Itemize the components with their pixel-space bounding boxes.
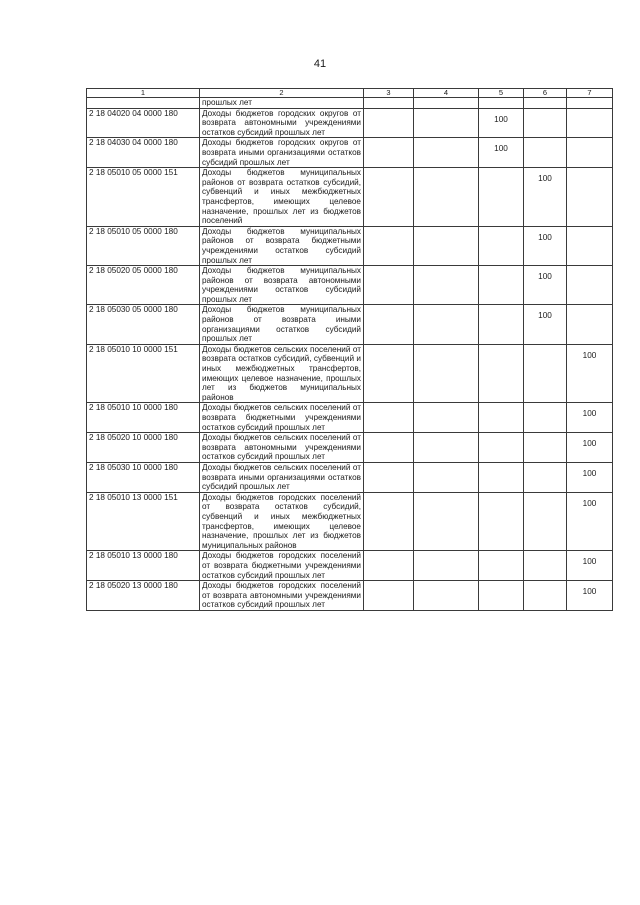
- rate-cell-v6: [524, 403, 567, 433]
- table-row: [87, 98, 613, 109]
- rate-cell-v5: [479, 551, 524, 581]
- income-code-cell: 2 18 05010 13 0000 180: [87, 551, 200, 581]
- table-body: [87, 89, 613, 611]
- income-description-cell: Доходы бюджетов муниципальных районов от возврата автономными учреждениями остатков субсидий прошлых лет: [200, 266, 364, 305]
- table-row: [87, 168, 613, 227]
- column-header: 6: [524, 89, 567, 98]
- rate-cell-v6: [524, 108, 567, 138]
- income-code-cell: 2 18 05010 05 0000 151: [87, 168, 200, 227]
- rate-value: 100: [582, 468, 597, 478]
- rate-cell-v6: [524, 581, 567, 611]
- income-code-cell: 2 18 04030 04 0000 180: [87, 138, 200, 168]
- column-header: 2: [200, 89, 364, 98]
- rate-cell-v3: [364, 403, 414, 433]
- income-code-cell: 2 18 05020 05 0000 180: [87, 266, 200, 305]
- rate-cell-v7: [567, 344, 613, 403]
- rate-cell-v6: [524, 551, 567, 581]
- column-header: 4: [414, 89, 479, 98]
- rate-cell-v4: [414, 551, 479, 581]
- rate-cell-v6: [524, 168, 567, 227]
- rate-cell-v3: [364, 226, 414, 265]
- rate-cell-v3: [364, 581, 414, 611]
- table-row: [87, 462, 613, 492]
- rate-cell-v5: [479, 98, 524, 109]
- table-row: [87, 108, 613, 138]
- rate-cell-v7: [567, 98, 613, 109]
- rate-cell-v4: [414, 168, 479, 227]
- rate-cell-v4: [414, 462, 479, 492]
- rate-cell-v5: [479, 138, 524, 168]
- rate-cell-v7: [567, 492, 613, 551]
- rate-cell-v3: [364, 551, 414, 581]
- rate-cell-v4: [414, 108, 479, 138]
- rate-cell-v3: [364, 168, 414, 227]
- rate-cell-v5: [479, 266, 524, 305]
- rate-cell-v6: [524, 226, 567, 265]
- rate-cell-v3: [364, 462, 414, 492]
- rate-value: 100: [582, 439, 597, 449]
- rate-cell-v7: [567, 551, 613, 581]
- rate-cell-v3: [364, 305, 414, 344]
- table-row: [87, 344, 613, 403]
- income-code-cell: 2 18 04020 04 0000 180: [87, 108, 200, 138]
- table-row: [87, 581, 613, 611]
- income-description-cell: Доходы бюджетов городских округов от возврата иными организациями остатков субсидий прошлых лет: [200, 138, 364, 168]
- rate-cell-v3: [364, 108, 414, 138]
- rate-cell-v5: [479, 433, 524, 463]
- column-header-row: [87, 89, 613, 98]
- rate-cell-v7: [567, 108, 613, 138]
- rate-cell-v6: [524, 138, 567, 168]
- income-description-cell: Доходы бюджетов сельских поселений от возврата иными организациями остатков субсидий прошлых лет: [200, 462, 364, 492]
- column-header: 5: [479, 89, 524, 98]
- rate-cell-v7: [567, 266, 613, 305]
- income-code-cell: 2 18 05010 10 0000 151: [87, 344, 200, 403]
- table-row: [87, 305, 613, 344]
- rate-cell-v7: [567, 226, 613, 265]
- rate-value: 100: [494, 144, 508, 154]
- rate-cell-v7: [567, 168, 613, 227]
- rate-cell-v3: [364, 344, 414, 403]
- table-row: [87, 226, 613, 265]
- rate-value: 100: [582, 498, 597, 508]
- column-header: 7: [567, 89, 613, 98]
- income-description-cell: Доходы бюджетов сельских поселений от возврата бюджетными учреждениями остатков субсидий прошлых лет: [200, 403, 364, 433]
- rate-cell-v6: [524, 305, 567, 344]
- rate-cell-v7: [567, 403, 613, 433]
- income-description-cell: Доходы бюджетов сельских поселений от возврата автономными учреждениями остатков субсидий прошлых лет: [200, 433, 364, 463]
- rate-cell-v5: [479, 492, 524, 551]
- rate-cell-v5: [479, 108, 524, 138]
- rate-cell-v7: [567, 462, 613, 492]
- rate-cell-v4: [414, 433, 479, 463]
- rate-cell-v5: [479, 305, 524, 344]
- rate-cell-v7: [567, 138, 613, 168]
- rate-cell-v5: [479, 403, 524, 433]
- rate-value: 100: [582, 409, 597, 419]
- column-header: 3: [364, 89, 414, 98]
- rate-value: 100: [538, 232, 552, 242]
- rate-cell-v6: [524, 266, 567, 305]
- income-description-cell: Доходы бюджетов городских поселений от возврата бюджетными учреждениями остатков субсидий прошлых лет: [200, 551, 364, 581]
- income-description-cell: прошлых лет: [200, 98, 364, 109]
- income-description-cell: Доходы бюджетов городских округов от возврата автономными учреждениями остатков субсидий прошлых лет: [200, 108, 364, 138]
- income-code-cell: [87, 98, 200, 109]
- income-description-cell: Доходы бюджетов городских поселений от возврата остатков субсидий, субвенций и иных межбюджетных трансфертов, имеющих целевое назначение, прошлых лет из бюджетов муниципальных районов: [200, 492, 364, 551]
- income-description-cell: Доходы бюджетов сельских поселений от возврата остатков субсидий, субвенций и иных межбюджетных трансфертов, имеющих целевое назначение, прошлых лет из бюджетов муниципальных районов: [200, 344, 364, 403]
- rate-cell-v5: [479, 168, 524, 227]
- rate-cell-v4: [414, 403, 479, 433]
- rate-cell-v6: [524, 98, 567, 109]
- income-description-cell: Доходы бюджетов муниципальных районов от возврата бюджетными учреждениями остатков субсидий прошлых лет: [200, 226, 364, 265]
- rate-value: 100: [538, 272, 552, 282]
- rate-cell-v6: [524, 492, 567, 551]
- column-header: 1: [87, 89, 200, 98]
- rate-cell-v4: [414, 138, 479, 168]
- rate-cell-v3: [364, 492, 414, 551]
- rate-value: 100: [582, 587, 597, 597]
- income-code-cell: 2 18 05010 05 0000 180: [87, 226, 200, 265]
- income-description-cell: Доходы бюджетов городских поселений от возврата автономными учреждениями остатков субсидий прошлых лет: [200, 581, 364, 611]
- rate-value: 100: [582, 350, 597, 360]
- income-code-cell: 2 18 05030 10 0000 180: [87, 462, 200, 492]
- income-code-cell: 2 18 05010 10 0000 180: [87, 403, 200, 433]
- rate-cell-v3: [364, 98, 414, 109]
- rate-cell-v5: [479, 226, 524, 265]
- income-code-cell: 2 18 05020 13 0000 180: [87, 581, 200, 611]
- rate-cell-v6: [524, 344, 567, 403]
- rate-value: 100: [538, 311, 552, 321]
- rate-cell-v6: [524, 433, 567, 463]
- rate-value: 100: [538, 174, 552, 184]
- income-code-cell: 2 18 05010 13 0000 151: [87, 492, 200, 551]
- rate-cell-v4: [414, 266, 479, 305]
- rate-cell-v7: [567, 305, 613, 344]
- rate-cell-v4: [414, 492, 479, 551]
- income-code-cell: 2 18 05030 05 0000 180: [87, 305, 200, 344]
- income-codes-table: [86, 88, 613, 611]
- rate-cell-v5: [479, 344, 524, 403]
- rate-cell-v3: [364, 433, 414, 463]
- rate-cell-v5: [479, 462, 524, 492]
- rate-cell-v5: [479, 581, 524, 611]
- income-description-cell: Доходы бюджетов муниципальных районов от возврата остатков субсидий, субвенций и иных межбюджетных трансфертов, имеющих целевое назначение, прошлых лет из бюджетов поселений: [200, 168, 364, 227]
- rate-value: 100: [494, 114, 508, 124]
- rate-cell-v4: [414, 581, 479, 611]
- table-row: [87, 433, 613, 463]
- income-description-cell: Доходы бюджетов муниципальных районов от возврата иными организациями остатков субсидий прошлых лет: [200, 305, 364, 344]
- rate-cell-v4: [414, 344, 479, 403]
- table-row: [87, 266, 613, 305]
- table-row: [87, 551, 613, 581]
- rate-cell-v4: [414, 226, 479, 265]
- table-row: [87, 492, 613, 551]
- income-code-cell: 2 18 05020 10 0000 180: [87, 433, 200, 463]
- table-row: [87, 403, 613, 433]
- rate-cell-v7: [567, 581, 613, 611]
- rate-cell-v3: [364, 138, 414, 168]
- rate-cell-v4: [414, 98, 479, 109]
- rate-cell-v4: [414, 305, 479, 344]
- rate-cell-v6: [524, 462, 567, 492]
- table-row: [87, 138, 613, 168]
- page-number: 41: [313, 58, 327, 70]
- rate-value: 100: [582, 557, 597, 567]
- rate-cell-v7: [567, 433, 613, 463]
- rate-cell-v3: [364, 266, 414, 305]
